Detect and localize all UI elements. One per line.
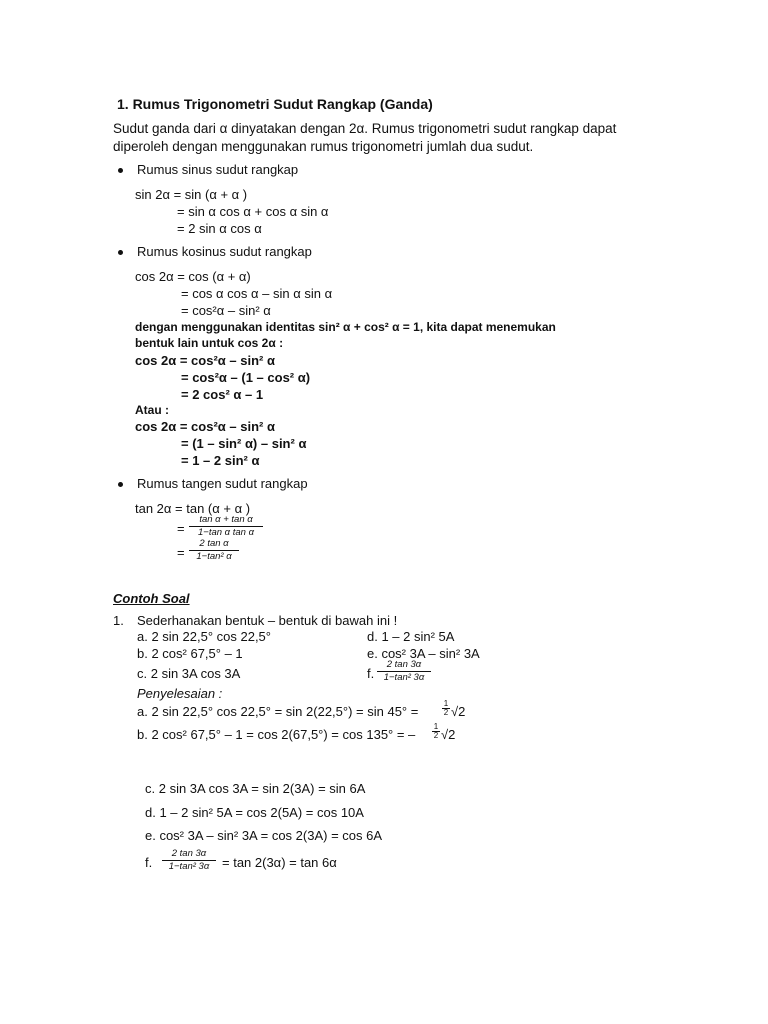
fraction-numerator: 2 tan 3α <box>162 849 216 861</box>
fraction-denominator: 2 <box>443 708 449 717</box>
kosinus-alt1-line-2: = cos²α – (1 – cos² α) <box>181 370 311 385</box>
item-a: a. 2 sin 22,5° cos 22,5° <box>137 629 271 644</box>
kosinus-alt1-line-1: cos 2α = cos²α – sin² α <box>135 353 275 368</box>
kosinus-line-3: = cos²α – sin² α <box>181 303 271 318</box>
kosinus-line-2: = cos α cos α – sin α sin α <box>181 286 333 301</box>
question-text: Sederhanakan bentuk – bentuk di bawah ini ! <box>137 613 398 628</box>
item-b: b. 2 cos² 67,5° – 1 <box>137 646 243 661</box>
item-f-label: f. <box>367 666 375 681</box>
tangen-eq-2: = <box>177 545 185 560</box>
solution-b: b. 2 cos² 67,5° – 1 = cos 2(67,5°) = cos 135° = – <box>137 727 416 742</box>
tangen-heading: Rumus tangen sudut rangkap <box>137 476 308 491</box>
identity-line-1: dengan menggunakan identitas sin² α + cos² α = 1, kita dapat menemukan <box>135 320 556 334</box>
kosinus-alt2-line-2: = (1 – sin² α) – sin² α <box>181 436 307 451</box>
sinus-line-2: = sin α cos α + cos α sin α <box>177 204 329 219</box>
solution-e: e. cos² 3A – sin² 3A = cos 2(3A) = cos 6A <box>145 828 383 843</box>
solution-a-fraction <box>442 700 450 717</box>
fraction-numerator: 2 tan 3α <box>377 660 431 672</box>
fraction-denominator: 1−tan² 3α <box>383 671 425 683</box>
tangen-fraction-1 <box>189 515 263 538</box>
fraction-denominator: 1−tan² α <box>196 550 232 562</box>
tangen-fraction-2 <box>189 539 239 562</box>
kosinus-line-1: cos 2α = cos (α + α) <box>135 269 251 284</box>
item-d: d. 1 – 2 sin² 5A <box>367 629 455 644</box>
solution-f-label: f. <box>145 855 153 870</box>
sinus-heading: Rumus sinus sudut rangkap <box>137 162 299 177</box>
solution-d: d. 1 – 2 sin² 5A = cos 2(5A) = cos 10A <box>145 805 364 820</box>
intro-line-2: diperoleh dengan menggunakan rumus trigonometri jumlah dua sudut. <box>113 139 534 154</box>
kosinus-alt2-line-3: = 1 – 2 sin² α <box>181 453 260 468</box>
fraction-numerator: 1 <box>433 722 439 731</box>
sinus-line-3: = 2 sin α cos α <box>177 221 262 236</box>
item-f-fraction <box>377 660 431 683</box>
fraction-denominator: 1−tan α tan α <box>198 526 254 538</box>
sinus-line-1: sin 2α = sin (α + α ) <box>135 187 248 202</box>
fraction-denominator: 2 <box>433 731 439 740</box>
section-title: 1. Rumus Trigonometri Sudut Rangkap (Ganda) <box>117 96 433 112</box>
fraction-numerator: 2 tan α <box>189 539 239 551</box>
solution-b-root: √2 <box>441 727 456 742</box>
solution-b-fraction <box>432 723 440 740</box>
solution-a: a. 2 sin 22,5° cos 22,5° = sin 2(22,5°) = sin 45° = <box>137 704 419 719</box>
penyelesaian-label: Penyelesaian : <box>137 686 223 701</box>
bullet-icon <box>118 168 123 173</box>
solution-f-rest: = tan 2(3α) = tan 6α <box>222 855 337 870</box>
tangen-line-1: tan 2α = tan (α + α ) <box>135 501 251 516</box>
bullet-icon <box>118 250 123 255</box>
atau-label: Atau : <box>135 403 169 417</box>
fraction-numerator: tan α + tan α <box>189 515 263 527</box>
solution-c: c. 2 sin 3A cos 3A = sin 2(3A) = sin 6A <box>145 781 366 796</box>
kosinus-heading: Rumus kosinus sudut rangkap <box>137 244 312 259</box>
item-e: e. cos² 3A – sin² 3A <box>367 646 480 661</box>
identity-line-2: bentuk lain untuk cos 2α : <box>135 336 284 350</box>
contoh-heading: Contoh Soal <box>113 591 190 606</box>
item-c: c. 2 sin 3A cos 3A <box>137 666 241 681</box>
solution-f-fraction <box>162 849 216 872</box>
fraction-denominator: 1−tan² 3α <box>168 860 210 872</box>
bullet-icon <box>118 482 123 487</box>
intro-line-1: Sudut ganda dari α dinyatakan dengan 2α. Rumus trigonometri sudut rangkap dapat <box>113 121 617 136</box>
question-number: 1. <box>113 613 124 628</box>
kosinus-alt2-line-1: cos 2α = cos²α – sin² α <box>135 419 275 434</box>
solution-a-root: √2 <box>451 704 466 719</box>
tangen-eq-1: = <box>177 521 185 536</box>
kosinus-alt1-line-3: = 2 cos² α – 1 <box>181 387 264 402</box>
fraction-numerator: 1 <box>443 699 449 708</box>
